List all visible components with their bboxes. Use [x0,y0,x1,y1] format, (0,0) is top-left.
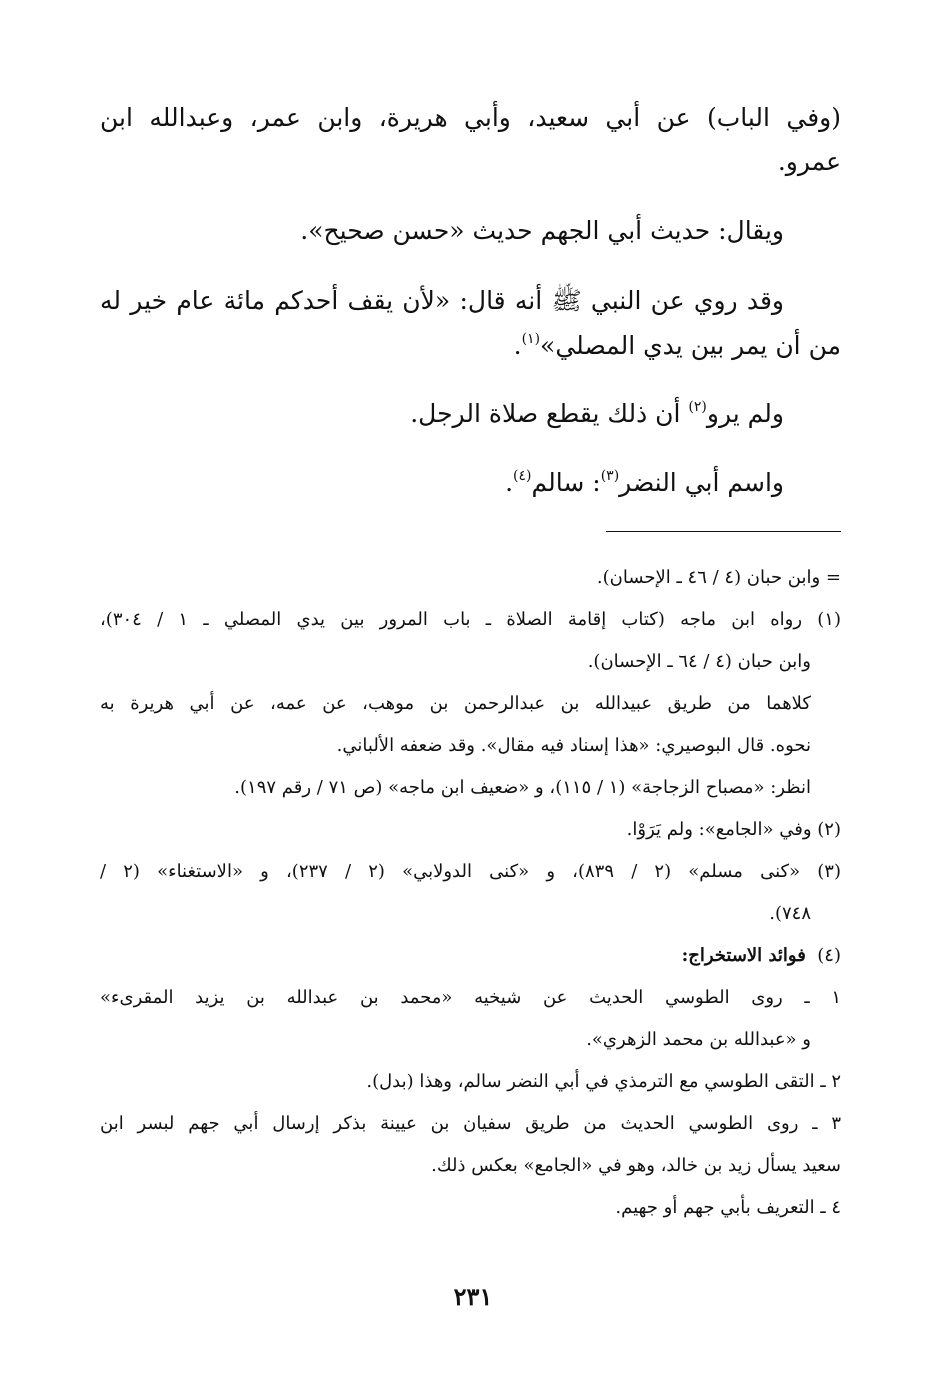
footnote-line: و «عبدالله بن محمد الزهري». [586,1029,811,1050]
main-line [410,399,784,428]
main-text-span: . [513,331,522,360]
main-text-span: : سالم [531,468,601,497]
main-text-span: أن ذلك يقطع صلاة الرجل. [410,399,689,428]
footnote-line: انظر: «مصباح الزجاجة» (١ / ١١٥)، و «ضعيف ابن ماجه» (ص ٧١ / رقم ١٩٧). [234,777,811,798]
footnote-ref[interactable]: (٣) [600,467,620,484]
footnote-ref[interactable]: (٢) [688,398,707,415]
main-text-span: ولم يرو [706,399,784,428]
main-text-span: من أن يمر بين يدي المصلي» [540,331,841,360]
footnote-ref[interactable]: (١) [521,330,541,347]
page-number: ٢٣١ [453,1282,493,1311]
footnote-line: ١ ـ روى الطوسي الحديث عن شيخيه «محمد بن عبدالله بن يزيد المقرىء» [100,987,841,1008]
footnote-line: وابن حبان (٤ / ٦٤ ـ الإحسان). [587,651,811,672]
footnote-heading: فوائد الاستخراج: [681,945,806,966]
footnote-separator [606,531,841,532]
footnote-line: نحوه. قال البوصيري: «هذا إسناد فيه مقال». وقد ضعفه الألباني. [336,735,811,756]
main-line [514,331,841,360]
footnote-line: = وابن حبان (٤ / ٤٦ ـ الإحسان). [596,567,841,588]
main-line: وقد روي عن النبي ﷺ أنه قال: «لأن يقف أحدكم مائة عام خير له [100,286,784,315]
footnote-ref[interactable]: (٤) [513,467,532,484]
footnote-number: (٤) [817,945,841,966]
main-line: (وفي الباب) عن أبي سعيد، وأبي هريرة، وابن عمر، وعبدالله ابن [100,103,841,132]
main-line [505,468,784,497]
footnote-line: (٢) وفي «الجامع»: ولم يَرَوْا. [626,819,841,840]
footnote-line: (١) رواه ابن ماجه (كتاب إقامة الصلاة ـ باب المرور بين يدي المصلي ـ ١ / ٣٠٤)، [100,609,841,630]
main-line: عمرو. [777,147,841,176]
footnote-line [682,945,841,966]
main-text-span: . [505,468,514,497]
main-line: ويقال: حديث أبي الجهم حديث «حسن صحيح». [300,216,784,245]
footnote-line: ٢ ـ التقى الطوسي مع الترمذي في أبي النضر سالم، وهذا (بدل). [366,1071,841,1092]
footnote-line: ٧٤٨). [769,903,811,924]
footnote-line: ٣ ـ روى الطوسي الحديث من طريق سفيان بن عيينة بذكر إرسال أبي جهم لبسر ابن [100,1113,841,1134]
footnote-line: (٣) «كنى مسلم» (٢ / ٨٣٩)، و «كنى الدولابي» (٢ / ٢٣٧)، و «الاستغناء» (٢ / [100,861,841,882]
footnote-line: سعيد يسأل زيد بن خالد، وهو في «الجامع» بعكس ذلك. [431,1155,841,1176]
footnote-line: ٤ ـ التعريف بأبي جهم أو جهيم. [615,1197,841,1218]
main-text-span: واسم أبي النضر [619,468,784,497]
footnote-line: كلاهما من طريق عبيدالله بن عبدالرحمن بن موهب، عن عمه، عن أبي هريرة به [100,693,811,714]
